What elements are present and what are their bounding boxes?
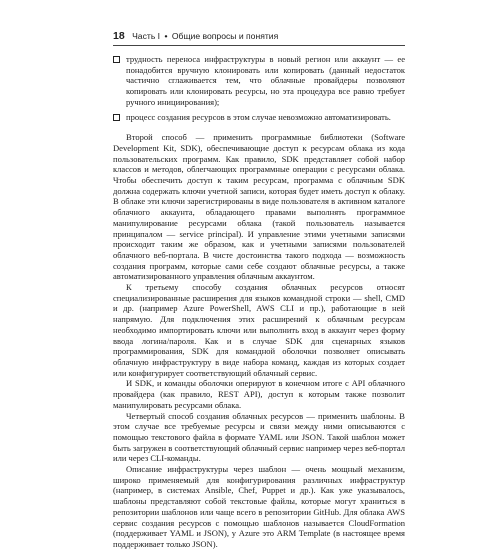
- paragraph: Четвертый способ создания облачных ресурсов — применить шаблоны. В этом случае все требуемые ресурсы и связи между ними описываются с помощью текстового файла в формате YAML или JSON. Такой шаблон может быть загружен в соответствующий облачный сервис например через веб-портал или через CLI-команды.: [113, 410, 405, 464]
- checkbox-bullet-icon: [113, 114, 120, 121]
- paragraph: Описание инфраструктуры через шаблон — очень мощный механизм, широко применяемый для конфигурирования различных инфраструктур (например, в системах Ansible, Chef, Puppet и др.). Как уже указывалось, шаблоны представляют собой текстовые файлы, которые могут храниться в репозитории шаблонов или чаще всего в репозитории GitHub. Для облака AWS сервис создания ресурсов с помощью шаблонов называется CloudFormation (поддерживает YAML и JSON), у Azure это ARM Template (в настоящее время поддерживает только JSON).: [113, 464, 405, 549]
- checkbox-bullet-icon: [113, 56, 120, 63]
- bullet-item: [113, 54, 405, 108]
- page-number: 18: [113, 30, 125, 42]
- bullet-item: [113, 112, 405, 123]
- paragraph: И SDK, и команды оболочки оперируют в конечном итоге с API облачного провайдера (как правило, REST API), доступ к которым также позволит манипулировать ресурсами облака.: [113, 378, 405, 410]
- part-label: Часть I: [132, 31, 161, 41]
- bullet-text: процесс создания ресурсов в этом случае невозможно автоматизировать.: [126, 111, 391, 122]
- bullet-text: трудность переноса инфраструктуры в новый регион или аккаунт — ее понадобится вручную клонировать или копировать (данный недостаток частично сглаживается тем, что облачные провайдеры позволяют копировать или клонировать ресурсы, но эта процедура все равно требует ручного инициирования);: [126, 54, 405, 107]
- header-separator: •: [164, 31, 168, 41]
- header-rule: [113, 45, 405, 46]
- paragraph: Второй способ — применить программные библиотеки (Software Development Kit, SDK), обеспечивающие доступ к ресурсам облака из кода пользовательских программ. Как правило, SDK представляет собой набор классов и методов, облегчающих программные операции с ресурсами облака. Чтобы обеспечить доступ к таким ресурсам, программа с облачным SDK должна содержать ключи учетной записи, которая будет иметь доступ к облаку. В облаке эти ключи зарегистрированы в виде пользователя в активном каталоге облачного аккаунта, обладающего правами выполнять программное манипулирование ресурсами облака (такой пользователь называется принципалом — service principal). И управление этими учетными записями происходит таким же образом, как и учетными записями пользователей облачного веб-портала. В чисте достоинства такого подхода — возможность создания программ, которые сами себе создают облачные ресурсы, а также автоматизированного управления облачным аккаунтом.: [113, 132, 405, 282]
- page-body: [113, 54, 405, 550]
- section-title: Общие вопросы и понятия: [171, 31, 279, 41]
- running-header: [113, 31, 405, 42]
- paragraph: К третьему способу создания облачных ресурсов относят специализированные расширения для языков командной строки — shell, CMD и др. (например Azure PowerShell, AWS CLI и пр.), работающие в ней напрямую. Для подключения этих расширений к облачным ресурсам необходимо импортировать ключи или выполнить вход в аккаунт через форму ввода логина/пароля. Как и в случае SDK для сценарных языков программирования, SDK для командной оболочки позволяет описывать облачную инфраструктуру в виде набора команд, каждая из которых создает или конфигурирует соответствующий облачный сервис.: [113, 282, 405, 378]
